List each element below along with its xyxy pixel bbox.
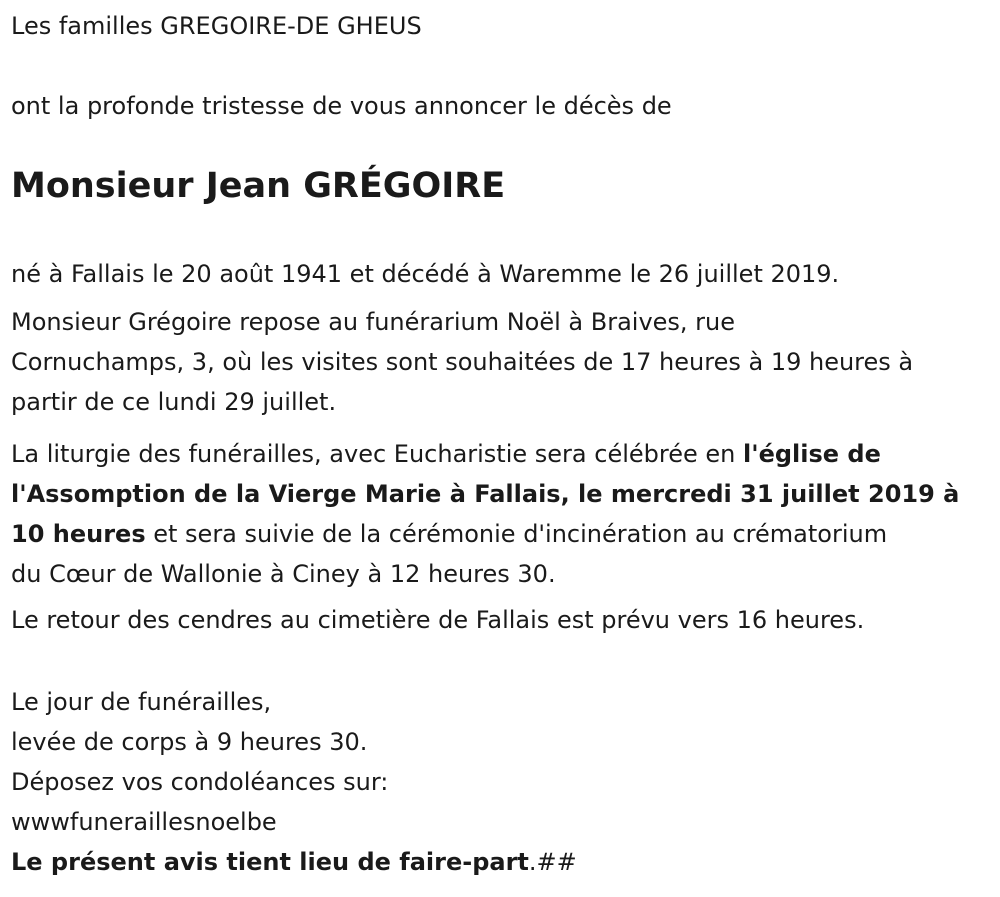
liturgy-line: du Cœur de Wallonie à Ciney à 12 heures 30. — [11, 560, 556, 588]
birth-death-line: né à Fallais le 20 août 1941 et décédé à Waremme le 26 juillet 2019. — [11, 260, 840, 288]
church-date: l'Assomption de la Vierge Marie à Fallais, le mercredi 31 juillet 2019 à — [11, 480, 960, 508]
funeral-day-line: Le jour de funérailles, — [11, 688, 272, 716]
deceased-name: Monsieur Jean GRÉGOIRE — [11, 166, 506, 206]
families-line: Les familles GREGOIRE-DE GHEUS — [11, 12, 422, 40]
liturgy-line — [11, 514, 991, 554]
condolences-label: Déposez vos condoléances sur: — [11, 768, 389, 796]
repose-paragraph — [11, 302, 991, 422]
closing-bold: Le présent avis tient lieu de faire-part — [11, 848, 529, 876]
ashes-return-line: Le retour des cendres au cimetière de Fallais est prévu vers 16 heures. — [11, 606, 865, 634]
repose-line: Monsieur Grégoire repose au funérarium Noël à Braives, rue — [11, 308, 736, 336]
levee-line: levée de corps à 9 heures 30. — [11, 728, 368, 756]
church-name: l'église de — [743, 440, 881, 468]
repose-line: partir de ce lundi 29 juillet. — [11, 388, 337, 416]
liturgy-text: La liturgie des funérailles, avec Eucharistie sera célébrée en — [11, 440, 743, 468]
liturgy-text: et sera suivie de la cérémonie d'incinération au crématorium — [145, 520, 888, 548]
liturgy-line — [11, 474, 991, 514]
closing-line — [11, 842, 577, 882]
closing-suffix: .## — [528, 848, 577, 876]
liturgy-paragraph — [11, 434, 991, 594]
announcement-intro: ont la profonde tristesse de vous annoncer le décès de — [11, 92, 672, 120]
liturgy-line — [11, 434, 991, 474]
ceremony-time: 10 heures — [11, 520, 146, 548]
repose-line: Cornuchamps, 3, où les visites sont souhaitées de 17 heures à 19 heures à — [11, 348, 914, 376]
website-text: wwwfuneraillesnoelbe — [11, 808, 277, 836]
